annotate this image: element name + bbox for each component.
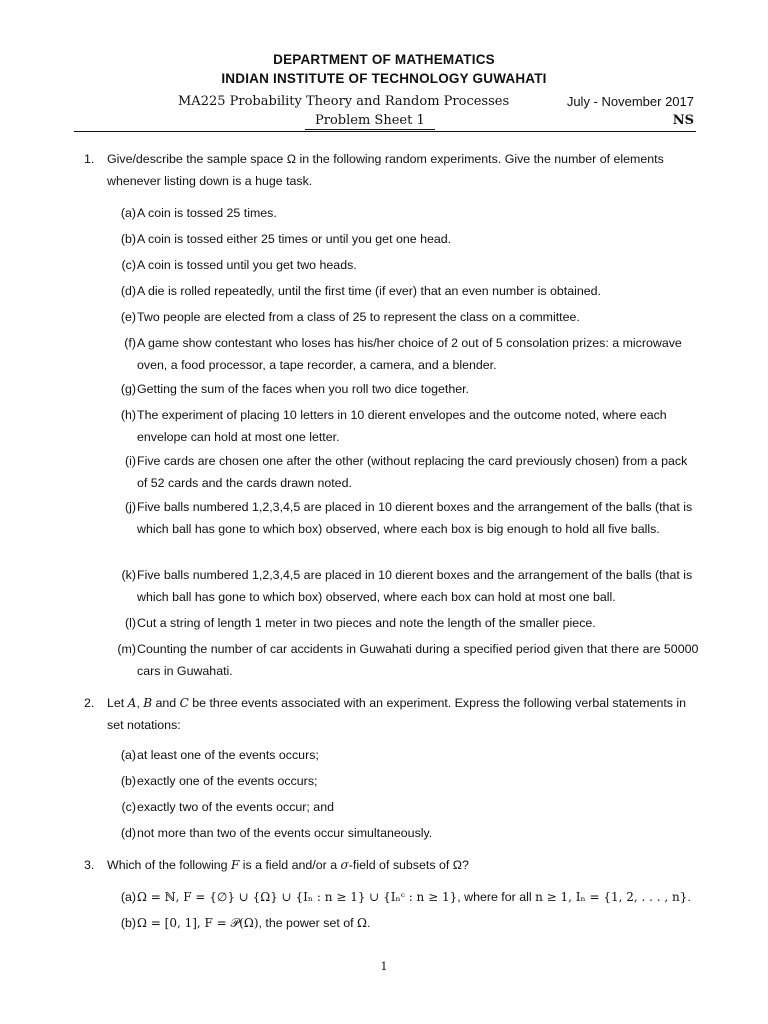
text-run: -field of subsets of Ω? <box>348 858 469 872</box>
item-label: (b) <box>120 774 136 788</box>
event-c: C <box>179 696 189 710</box>
text-run: , the power set of <box>258 916 357 930</box>
item-text <box>137 912 700 934</box>
item-text: Five balls numbered 1,2,3,4,5 are placed in 10 dierent boxes and the arrangement of the balls (that is which ball has gone to which box) observed, where each box is big enough to hold all five balls. <box>137 500 693 536</box>
question-text <box>107 854 699 876</box>
text-run: . <box>687 890 691 904</box>
instructor-initials: NS <box>672 113 694 128</box>
item-label: (k) <box>121 568 136 582</box>
item-text: at least one of the events occurs; <box>137 748 319 762</box>
sheet-title-underline <box>305 129 435 130</box>
item-text: exactly one of the events occurs; <box>137 774 318 788</box>
sheet-line <box>178 113 694 131</box>
item-label: (a) <box>120 890 136 904</box>
item-text: Cut a string of length 1 meter in two pieces and note the length of the smaller piece. <box>137 616 596 630</box>
text-run: and <box>152 696 180 710</box>
sigma-symbol: σ <box>340 858 349 872</box>
item-label: (d) <box>120 284 136 298</box>
math-expression: Ω = [0, 1], F = 𝒫(Ω) <box>137 916 259 930</box>
item-text: A die is rolled repeatedly, until the first time (if ever) that an even number is obtained. <box>137 284 601 298</box>
item-text: Five cards are chosen one after the other (without replacing the card previously chosen) from a pack of 52 cards and the cards drawn noted. <box>137 454 688 490</box>
item-label: (b) <box>120 232 136 246</box>
item-text: exactly two of the events occur; and <box>137 800 334 814</box>
question-number: 2. <box>84 696 95 710</box>
course-title: MA225 Probability Theory and Random Processes <box>178 94 510 109</box>
item-text: A coin is tossed 25 times. <box>137 206 277 220</box>
department-heading: DEPARTMENT OF MATHEMATICS <box>273 52 495 67</box>
text-run: , <box>136 696 144 710</box>
course-line <box>178 94 694 112</box>
item-label: (h) <box>120 408 136 422</box>
question-number: 1. <box>84 152 95 166</box>
item-label: (f) <box>124 336 136 350</box>
question-text <box>107 692 699 736</box>
item-text: The experiment of placing 10 letters in 10 dierent envelopes and the outcome noted, where each envelope can hold at most one letter. <box>137 408 667 444</box>
page-number: 1 <box>380 960 388 973</box>
item-text: not more than two of the events occur simultaneously. <box>137 826 433 840</box>
math-expression: Ω = ℕ, F = {∅} ∪ {Ω} ∪ {Iₙ : n ≥ 1} ∪ {Iₙᶜ : n ≥ 1} <box>137 890 458 904</box>
sheet-title: Problem Sheet 1 <box>315 113 425 128</box>
event-a: A <box>127 696 137 710</box>
item-text <box>137 886 700 908</box>
item-label: (g) <box>120 382 136 396</box>
family-f: F <box>230 858 240 872</box>
item-text: Getting the sum of the faces when you roll two dice together. <box>137 382 469 396</box>
text-run: . <box>366 916 371 930</box>
item-text: Two people are elected from a class of 25 to represent the class on a committee. <box>137 310 580 324</box>
institute-heading: INDIAN INSTITUTE OF TECHNOLOGY GUWAHATI <box>221 71 547 86</box>
math-expression: Ω <box>357 916 367 930</box>
text-run: Let <box>107 696 128 710</box>
item-text: A coin is tossed until you get two heads. <box>137 258 357 272</box>
term: July - November 2017 <box>566 94 694 109</box>
item-label: (a) <box>120 206 136 220</box>
math-expression: n ≥ 1, Iₙ = {1, 2, . . . , n} <box>535 890 688 904</box>
item-label: (j) <box>124 500 136 514</box>
item-text: Five balls numbered 1,2,3,4,5 are placed in 10 dierent boxes and the arrangement of the balls (that is which ball has gone to which box) observed, where each box can hold at most one ball. <box>137 568 693 604</box>
text-run: , where for all <box>457 890 536 904</box>
header-rule <box>74 131 696 132</box>
item-label: (d) <box>120 826 136 840</box>
item-label: (c) <box>121 258 136 272</box>
item-label: (i) <box>124 454 136 468</box>
item-label: (l) <box>124 616 136 630</box>
item-text: A game show contestant who loses has his/her choice of 2 out of 5 consolation prizes: a microwave oven, a food processor, a tape recorder, a camera, and a blender. <box>137 336 682 372</box>
item-label: (c) <box>121 800 136 814</box>
event-b: B <box>143 696 153 710</box>
question-text: Give/describe the sample space Ω in the following random experiments. Give the number of elements whenever listing down is a huge task. <box>107 152 664 188</box>
question-number: 3. <box>84 858 95 872</box>
item-label: (m) <box>117 642 136 656</box>
item-text: Counting the number of car accidents in Guwahati during a specified period given that there are 50000 cars in Guwahati. <box>137 642 699 678</box>
text-run: is a field and/or a <box>239 858 341 872</box>
item-label: (e) <box>120 310 136 324</box>
text-run: Which of the following <box>107 858 231 872</box>
item-label: (a) <box>120 748 136 762</box>
item-label: (b) <box>120 916 136 930</box>
text-run: be three events associated with an experiment. Express the following verbal statements in set notations: <box>107 696 687 732</box>
item-text: A coin is tossed either 25 times or until you get one head. <box>137 232 452 246</box>
